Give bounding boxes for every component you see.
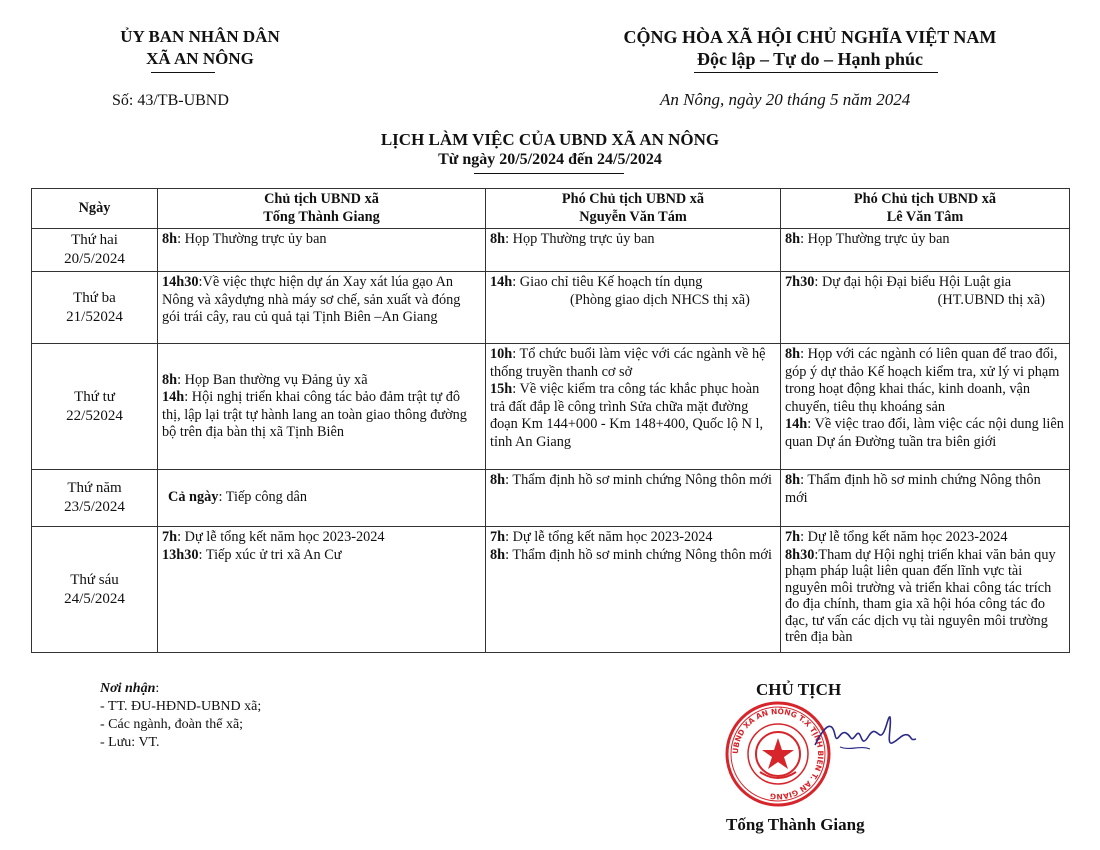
- entry-text: : Dự lễ tổng kết năm học 2023-2024: [177, 529, 385, 545]
- schedule-entry: [162, 529, 481, 547]
- recipient-item: - Các ngành, đoàn thể xã;: [100, 717, 244, 732]
- weekday: Thứ hai: [71, 232, 118, 248]
- chairman-cell: [158, 344, 486, 470]
- weekday: Thứ sáu: [70, 571, 119, 588]
- recipients-block: [100, 680, 261, 752]
- entry-time: 8h: [490, 231, 506, 247]
- day-cell: [32, 229, 158, 272]
- entry-text: : Họp với các ngành có liên quan để trao đổi, góp ý dự thảo Kế hoạch kiểm tra, xử lý vi phạm trong hoạt động khai thác, kinh doanh, vận chuyển, tiêu thụ khoáng sản: [785, 346, 1060, 415]
- schedule-entry: [785, 274, 1065, 292]
- chairman-cell: [158, 229, 486, 272]
- day-cell: [32, 470, 158, 527]
- header-role: Phó Chủ tịch UBND xã: [561, 191, 705, 207]
- entry-text: : Họp Thường trực ủy ban: [177, 231, 327, 247]
- entry-time: Cả ngày: [168, 489, 219, 506]
- issuer-block: [60, 26, 340, 70]
- country-name: CỘNG HÒA XÃ HỘI CHỦ NGHĨA VIỆT NAM: [623, 27, 997, 47]
- entry-time: 13h30: [162, 546, 199, 563]
- signer-title: CHỦ TỊCH: [756, 680, 842, 699]
- vice-chairman-1-cell: [486, 344, 781, 470]
- schedule-entry: [785, 231, 1065, 249]
- signer-name: Tống Thành Giang: [726, 815, 865, 834]
- entry-location: (HT.UBND thị xã): [937, 291, 1045, 308]
- schedule-entry: [162, 547, 481, 565]
- schedule-entry: [162, 389, 481, 442]
- schedule-entry: [785, 547, 1065, 646]
- issuer-line1: ỦY BAN NHÂN DÂN: [120, 27, 280, 46]
- header-chairman: [158, 189, 486, 229]
- entry-time: 15h: [490, 381, 513, 397]
- entry-text: : Thẩm định hồ sơ minh chứng Nông thôn mới: [505, 472, 772, 488]
- vice-chairman-2-cell: [781, 470, 1070, 527]
- entry-time: 14h30: [162, 274, 199, 290]
- entry-time: 8h: [162, 231, 178, 247]
- header-vice-chairman-1: [486, 189, 781, 229]
- entry-time: 14h: [162, 389, 185, 405]
- day-date: 24/5/2024: [64, 590, 125, 607]
- motto: Độc lập – Tự do – Hạnh phúc: [696, 49, 924, 69]
- vice-chairman-2-cell: [781, 229, 1070, 272]
- entry-text: : Tổ chức buổi làm việc với các ngành về hệ thống truyền thanh cơ sở: [490, 346, 766, 380]
- table-row: [32, 470, 1070, 527]
- schedule-entry: [785, 416, 1065, 451]
- recipient-item: - Lưu: VT.: [100, 735, 160, 750]
- table-row: [32, 229, 1070, 272]
- entry-time: 8h: [785, 231, 801, 247]
- vice-chairman-1-cell: [486, 470, 781, 527]
- vice-chairman-2-cell: [781, 272, 1070, 344]
- header-day: Ngày: [32, 189, 158, 229]
- entry-text: : Họp Ban thường vụ Đảng ủy xã: [177, 371, 368, 388]
- entry-text: : Họp Thường trực ủy ban: [800, 231, 950, 247]
- entry-text: : Giao chỉ tiêu Kế hoạch tín dụng: [512, 274, 703, 290]
- document-title: LỊCH LÀM VIỆC CỦA UBND XÃ AN NÔNG: [380, 130, 720, 149]
- entry-time: 8h: [490, 546, 506, 563]
- entry-time: 8h: [785, 472, 801, 488]
- header-vice-chairman-2: [781, 189, 1070, 229]
- weekday: Thứ ba: [73, 289, 116, 306]
- entry-text: : Dự lễ tổng kết năm học 2023-2024: [800, 529, 1008, 545]
- schedule-entry: [162, 274, 481, 327]
- seal-text: UBND XÃ AN NÔNG T.X TỊNH BIÊN T. AN GIANG: [730, 706, 826, 802]
- schedule-entry: [490, 472, 776, 490]
- signature-icon: [810, 705, 920, 765]
- vice-chairman-2-cell: [781, 344, 1070, 470]
- motto-underline: [694, 72, 938, 73]
- schedule-entry: [168, 489, 481, 507]
- header-role: Chủ tịch UBND xã: [264, 191, 379, 207]
- schedule-entry: [785, 472, 1065, 507]
- national-motto-block: [560, 26, 1060, 70]
- entry-time: 8h: [490, 472, 506, 488]
- entry-text: :Về việc thực hiện dự án Xay xát lúa gạo An Nông và xâydựng nhà máy sơ chế, sản xuất và đóng gói trái cây, rau củ quả tại Tịnh Biên –An Giang: [162, 274, 461, 325]
- chairman-cell: [158, 527, 486, 653]
- entry-time: 7h: [785, 529, 801, 545]
- entry-text: : Về việc kiểm tra công tác khắc phục hoàn trả đất đắp lề công trình Sửa chữa mặt đường đoạn Km 144+000 - Km 148+400, Quốc lộ N l, tỉnh An Giang: [490, 381, 764, 450]
- table-row: [32, 344, 1070, 470]
- recipient-item: - TT. ĐU-HĐND-UBND xã;: [100, 699, 262, 714]
- schedule-entry: [490, 529, 776, 547]
- entry-text: :Tham dự Hội nghị triển khai văn bản quy phạm pháp luật liên quan đến lĩnh vực tài nguyên môi trường và triển khai công tác trích đo địa chính, tham gia xã hội hóa công tác đo đạc, tư vấn các dịch vụ tài nguyên môi trường trên địa bàn: [785, 546, 1056, 645]
- chairman-cell: [158, 272, 486, 344]
- vice-chairman-1-cell: [486, 527, 781, 653]
- schedule-entry: [162, 372, 481, 390]
- table-row: [32, 272, 1070, 344]
- entry-text: : Thẩm định hồ sơ minh chứng Nông thôn mới: [505, 546, 772, 563]
- schedule-entry: [785, 529, 1065, 547]
- subtitle-underline: [474, 173, 624, 174]
- day-date: 20/5/2024: [64, 251, 125, 267]
- vice-chairman-1-cell: [486, 272, 781, 344]
- entry-time: 8h30: [785, 546, 815, 563]
- vice-chairman-2-cell: [781, 527, 1070, 653]
- entry-text: : Hội nghị triển khai công tác bảo đảm trật tự đô thị, lập lại trật tự hành lang an toàn giao thông đường bộ trên địa bàn thị xã Tịnh Biên: [162, 389, 467, 440]
- entry-time: 14h: [785, 416, 808, 432]
- issuer-line2: XÃ AN NÔNG: [146, 49, 254, 68]
- recipients-label-suffix: :: [155, 681, 160, 696]
- schedule-entry: [490, 547, 776, 565]
- day-cell: [32, 527, 158, 653]
- schedule-entry: [490, 231, 776, 249]
- chairman-cell: [158, 470, 486, 527]
- day-cell: [32, 344, 158, 470]
- entry-time: 10h: [490, 346, 513, 362]
- entry-text: : Họp Thường trực ủy ban: [505, 231, 655, 247]
- table-header-row: [32, 189, 1070, 229]
- weekday: Thứ tư: [74, 388, 115, 405]
- entry-time: 7h: [490, 529, 506, 545]
- entry-time: 8h: [785, 346, 801, 362]
- entry-time: 8h: [162, 371, 178, 388]
- issuer-underline: [151, 72, 215, 73]
- document-number: Số: 43/TB-UBND: [112, 92, 229, 109]
- entry-time: 7h: [162, 529, 178, 545]
- entry-time: 7h30: [785, 274, 815, 290]
- entry-location: (Phòng giao dịch NHCS thị xã): [570, 291, 750, 308]
- schedule-entry: [162, 231, 481, 249]
- schedule-entry: [490, 346, 776, 381]
- day-date: 21/52024: [66, 308, 123, 325]
- entry-text: : Thẩm định hồ sơ minh chứng Nông thôn mới: [785, 472, 1041, 506]
- table-row: [32, 527, 1070, 653]
- day-cell: [32, 272, 158, 344]
- entry-text: : Dự lễ tổng kết năm học 2023-2024: [505, 529, 713, 545]
- schedule-entry: [785, 346, 1065, 416]
- vice-chairman-1-cell: [486, 229, 781, 272]
- entry-time: 14h: [490, 274, 513, 290]
- entry-text: : Dự đại hội Đại biểu Hội Luật gia: [814, 274, 1012, 290]
- schedule-entry: [490, 381, 776, 451]
- header-person: Nguyễn Văn Tám: [579, 208, 687, 225]
- header-person: Tống Thành Giang: [263, 208, 380, 225]
- document-subtitle: Từ ngày 20/5/2024 đến 24/5/2024: [438, 151, 662, 168]
- weekday: Thứ năm: [67, 480, 122, 496]
- day-date: 23/5/2024: [64, 499, 125, 515]
- header-person: Lê Văn Tâm: [886, 208, 964, 225]
- entry-text: : Tiếp xúc ử tri xã An Cư: [198, 546, 342, 563]
- schedule-entry: [490, 274, 776, 292]
- recipients-label: Nơi nhận: [100, 681, 156, 696]
- entry-text: : Tiếp công dân: [218, 489, 308, 506]
- entry-text: : Về việc trao đổi, làm việc các nội dung liên quan Dự án Đường tuần tra biên giới: [785, 416, 1064, 450]
- header-role: Phó Chủ tịch UBND xã: [853, 191, 997, 207]
- schedule-table: [31, 188, 1070, 653]
- day-date: 22/52024: [66, 407, 123, 424]
- place-date: An Nông, ngày 20 tháng 5 năm 2024: [660, 90, 911, 109]
